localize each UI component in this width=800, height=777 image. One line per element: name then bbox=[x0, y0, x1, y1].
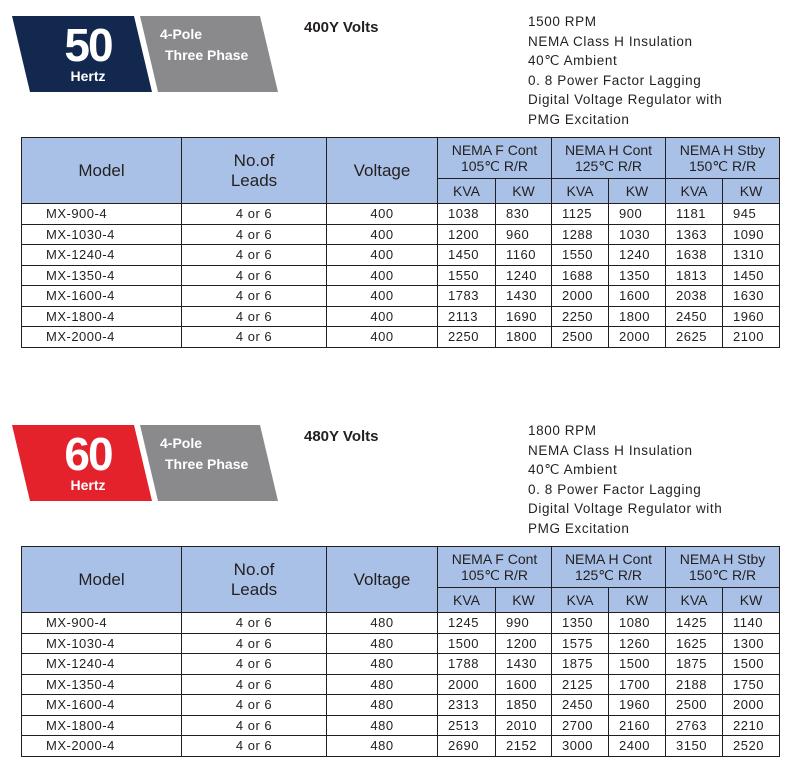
spec-line: 40℃ Ambient bbox=[528, 462, 618, 478]
model-cell: MX-1600-4 bbox=[22, 695, 182, 716]
leads-cell: 4 or 6 bbox=[182, 695, 327, 716]
table-row bbox=[22, 306, 780, 327]
leads-cell: 4 or 6 bbox=[182, 633, 327, 654]
header-kw: KW bbox=[723, 588, 780, 613]
leads-cell: 4 or 6 bbox=[182, 613, 327, 634]
rating-table bbox=[21, 137, 780, 348]
model-cell: MX-1800-4 bbox=[22, 306, 182, 327]
spec-line: PMG Excitation bbox=[528, 111, 630, 127]
kw-cell: 1750 bbox=[723, 674, 780, 695]
header-kva: KVA bbox=[666, 588, 723, 613]
kva-cell: 2250 bbox=[552, 306, 609, 327]
spec-line: NEMA Class H Insulation bbox=[528, 442, 693, 458]
kva-cell: 3000 bbox=[552, 736, 609, 757]
header-nema-f: NEMA F Cont 105℃ R/R bbox=[438, 138, 552, 179]
kva-cell: 1788 bbox=[438, 654, 496, 675]
header-kva: KVA bbox=[552, 179, 609, 204]
table-row bbox=[22, 633, 780, 654]
kw-cell: 1630 bbox=[723, 286, 780, 307]
model-cell: MX-2000-4 bbox=[22, 736, 182, 757]
header-nema-h: NEMA H Cont 125℃ R/R bbox=[552, 547, 666, 588]
leads-cell: 4 or 6 bbox=[182, 715, 327, 736]
leads-cell: 4 or 6 bbox=[182, 286, 327, 307]
header-kva: KVA bbox=[438, 179, 496, 204]
header-leads: No.of Leads bbox=[182, 138, 327, 204]
kw-cell: 1500 bbox=[723, 654, 780, 675]
kw-cell: 1430 bbox=[496, 654, 552, 675]
kw-cell: 1140 bbox=[723, 613, 780, 634]
spec-line: Digital Voltage Regulator with bbox=[528, 501, 723, 517]
model-cell: MX-1240-4 bbox=[22, 654, 182, 675]
kva-cell: 2763 bbox=[666, 715, 723, 736]
kva-cell: 2690 bbox=[438, 736, 496, 757]
header-kva: KVA bbox=[438, 588, 496, 613]
frequency-unit: Hertz bbox=[70, 477, 106, 493]
kw-cell: 2010 bbox=[496, 715, 552, 736]
kva-cell: 1181 bbox=[666, 204, 723, 225]
header-voltage: Voltage bbox=[327, 547, 438, 613]
kva-cell: 1575 bbox=[552, 633, 609, 654]
kva-cell: 3150 bbox=[666, 736, 723, 757]
kw-cell: 1600 bbox=[609, 286, 666, 307]
kva-cell: 2450 bbox=[552, 695, 609, 716]
kva-cell: 2500 bbox=[552, 327, 609, 348]
kva-cell: 1875 bbox=[552, 654, 609, 675]
kw-cell: 2400 bbox=[609, 736, 666, 757]
spec-line: 0. 8 Power Factor Lagging bbox=[528, 481, 702, 497]
kva-cell: 1783 bbox=[438, 286, 496, 307]
table-row bbox=[22, 695, 780, 716]
table-row bbox=[22, 715, 780, 736]
kva-cell: 2000 bbox=[438, 674, 496, 695]
voltage-cell: 480 bbox=[327, 695, 438, 716]
table-row bbox=[22, 736, 780, 757]
leads-cell: 4 or 6 bbox=[182, 327, 327, 348]
header-model: Model bbox=[22, 138, 182, 204]
kva-cell: 1550 bbox=[552, 245, 609, 266]
spec-line: 40℃ Ambient bbox=[528, 53, 618, 69]
phase-label: Three Phase bbox=[165, 456, 249, 472]
kw-cell: 1700 bbox=[609, 674, 666, 695]
kw-cell: 1240 bbox=[496, 265, 552, 286]
kw-cell: 1800 bbox=[496, 327, 552, 348]
leads-cell: 4 or 6 bbox=[182, 654, 327, 675]
kw-cell: 1430 bbox=[496, 286, 552, 307]
spec-line: 0. 8 Power Factor Lagging bbox=[528, 72, 702, 88]
kw-cell: 1800 bbox=[609, 306, 666, 327]
frequency-unit: Hertz bbox=[70, 68, 106, 84]
kw-cell: 1960 bbox=[609, 695, 666, 716]
header-kw: KW bbox=[496, 179, 552, 204]
spec-line: 1800 RPM bbox=[528, 423, 597, 438]
leads-cell: 4 or 6 bbox=[182, 265, 327, 286]
kw-cell: 900 bbox=[609, 204, 666, 225]
kw-cell: 2160 bbox=[609, 715, 666, 736]
voltage-cell: 480 bbox=[327, 654, 438, 675]
kw-cell: 945 bbox=[723, 204, 780, 225]
kva-cell: 1550 bbox=[438, 265, 496, 286]
kw-cell: 2000 bbox=[609, 327, 666, 348]
kw-cell: 1260 bbox=[609, 633, 666, 654]
kva-cell: 2113 bbox=[438, 306, 496, 327]
table-row bbox=[22, 613, 780, 634]
kva-cell: 2313 bbox=[438, 695, 496, 716]
kva-cell: 1363 bbox=[666, 224, 723, 245]
model-cell: MX-900-4 bbox=[22, 204, 182, 225]
kw-cell: 1080 bbox=[609, 613, 666, 634]
kva-cell: 2513 bbox=[438, 715, 496, 736]
pole-label: 4-Pole bbox=[160, 435, 203, 451]
kw-cell: 1090 bbox=[723, 224, 780, 245]
voltage-cell: 480 bbox=[327, 633, 438, 654]
model-cell: MX-1350-4 bbox=[22, 674, 182, 695]
pole-label: 4-Pole bbox=[160, 26, 203, 42]
voltage-cell: 400 bbox=[327, 327, 438, 348]
kva-cell: 1450 bbox=[438, 245, 496, 266]
header-nema-h: NEMA H Cont 125℃ R/R bbox=[552, 138, 666, 179]
model-cell: MX-1800-4 bbox=[22, 715, 182, 736]
kva-cell: 1500 bbox=[438, 633, 496, 654]
kva-cell: 2038 bbox=[666, 286, 723, 307]
leads-cell: 4 or 6 bbox=[182, 674, 327, 695]
kva-cell: 1813 bbox=[666, 265, 723, 286]
kw-cell: 1500 bbox=[609, 654, 666, 675]
kw-cell: 1600 bbox=[496, 674, 552, 695]
header-kw: KW bbox=[723, 179, 780, 204]
spec-line: NEMA Class H Insulation bbox=[528, 33, 693, 49]
leads-cell: 4 or 6 bbox=[182, 204, 327, 225]
kw-cell: 2210 bbox=[723, 715, 780, 736]
kw-cell: 2100 bbox=[723, 327, 780, 348]
voltage-cell: 400 bbox=[327, 265, 438, 286]
leads-cell: 4 or 6 bbox=[182, 245, 327, 266]
table-row bbox=[22, 224, 780, 245]
rating-table bbox=[21, 546, 780, 757]
voltage-cell: 400 bbox=[327, 286, 438, 307]
kva-cell: 1350 bbox=[552, 613, 609, 634]
kva-cell: 1638 bbox=[666, 245, 723, 266]
kw-cell: 1240 bbox=[609, 245, 666, 266]
spec-list bbox=[528, 421, 722, 539]
spec-line: Digital Voltage Regulator with bbox=[528, 92, 723, 108]
header-nema-stby: NEMA H Stby 150℃ R/R bbox=[666, 547, 780, 588]
voltage-cell: 400 bbox=[327, 245, 438, 266]
leads-cell: 4 or 6 bbox=[182, 736, 327, 757]
model-cell: MX-1350-4 bbox=[22, 265, 182, 286]
kw-cell: 2520 bbox=[723, 736, 780, 757]
model-cell: MX-1030-4 bbox=[22, 224, 182, 245]
kw-cell: 1310 bbox=[723, 245, 780, 266]
kva-cell: 2500 bbox=[666, 695, 723, 716]
header-kw: KW bbox=[609, 588, 666, 613]
table-row bbox=[22, 204, 780, 225]
table-row bbox=[22, 327, 780, 348]
table-row bbox=[22, 286, 780, 307]
spec-line: 1500 RPM bbox=[528, 14, 597, 29]
header-voltage: Voltage bbox=[327, 138, 438, 204]
header-leads: No.of Leads bbox=[182, 547, 327, 613]
kw-cell: 960 bbox=[496, 224, 552, 245]
table-row bbox=[22, 654, 780, 675]
model-cell: MX-1240-4 bbox=[22, 245, 182, 266]
kva-cell: 1125 bbox=[552, 204, 609, 225]
header-nema-f: NEMA F Cont 105℃ R/R bbox=[438, 547, 552, 588]
table-row bbox=[22, 245, 780, 266]
table-row bbox=[22, 265, 780, 286]
kva-cell: 1875 bbox=[666, 654, 723, 675]
spec-line: PMG Excitation bbox=[528, 520, 630, 536]
kw-cell: 1160 bbox=[496, 245, 552, 266]
kw-cell: 1690 bbox=[496, 306, 552, 327]
header-model: Model bbox=[22, 547, 182, 613]
voltage-cell: 480 bbox=[327, 736, 438, 757]
kva-cell: 2188 bbox=[666, 674, 723, 695]
phase-label: Three Phase bbox=[165, 47, 249, 63]
header-kva: KVA bbox=[552, 588, 609, 613]
kw-cell: 1960 bbox=[723, 306, 780, 327]
kva-cell: 2125 bbox=[552, 674, 609, 695]
voltage-title: 400Y Volts bbox=[304, 19, 379, 36]
kva-cell: 2700 bbox=[552, 715, 609, 736]
frequency-badge bbox=[12, 425, 282, 501]
kva-cell: 1245 bbox=[438, 613, 496, 634]
kw-cell: 1450 bbox=[723, 265, 780, 286]
kw-cell: 1200 bbox=[496, 633, 552, 654]
model-cell: MX-1600-4 bbox=[22, 286, 182, 307]
model-cell: MX-2000-4 bbox=[22, 327, 182, 348]
voltage-cell: 480 bbox=[327, 613, 438, 634]
kva-cell: 1425 bbox=[666, 613, 723, 634]
voltage-cell: 400 bbox=[327, 306, 438, 327]
kva-cell: 1200 bbox=[438, 224, 496, 245]
kw-cell: 1350 bbox=[609, 265, 666, 286]
kw-cell: 2152 bbox=[496, 736, 552, 757]
frequency-number: 50 bbox=[64, 19, 112, 71]
kw-cell: 990 bbox=[496, 613, 552, 634]
kw-cell: 1850 bbox=[496, 695, 552, 716]
table-row bbox=[22, 674, 780, 695]
kw-cell: 830 bbox=[496, 204, 552, 225]
kva-cell: 1688 bbox=[552, 265, 609, 286]
header-kva: KVA bbox=[666, 179, 723, 204]
voltage-cell: 480 bbox=[327, 674, 438, 695]
kw-cell: 1300 bbox=[723, 633, 780, 654]
kva-cell: 2450 bbox=[666, 306, 723, 327]
model-cell: MX-900-4 bbox=[22, 613, 182, 634]
kva-cell: 2250 bbox=[438, 327, 496, 348]
leads-cell: 4 or 6 bbox=[182, 306, 327, 327]
spec-list bbox=[528, 12, 722, 130]
voltage-title: 480Y Volts bbox=[304, 428, 379, 445]
voltage-cell: 480 bbox=[327, 715, 438, 736]
kva-cell: 2625 bbox=[666, 327, 723, 348]
header-kw: KW bbox=[496, 588, 552, 613]
kw-cell: 1030 bbox=[609, 224, 666, 245]
kw-cell: 2000 bbox=[723, 695, 780, 716]
header-kw: KW bbox=[609, 179, 666, 204]
kva-cell: 2000 bbox=[552, 286, 609, 307]
frequency-badge bbox=[12, 16, 282, 92]
kva-cell: 1625 bbox=[666, 633, 723, 654]
model-cell: MX-1030-4 bbox=[22, 633, 182, 654]
voltage-cell: 400 bbox=[327, 204, 438, 225]
kva-cell: 1038 bbox=[438, 204, 496, 225]
frequency-number: 60 bbox=[64, 428, 112, 480]
voltage-cell: 400 bbox=[327, 224, 438, 245]
leads-cell: 4 or 6 bbox=[182, 224, 327, 245]
kva-cell: 1288 bbox=[552, 224, 609, 245]
header-nema-stby: NEMA H Stby 150℃ R/R bbox=[666, 138, 780, 179]
